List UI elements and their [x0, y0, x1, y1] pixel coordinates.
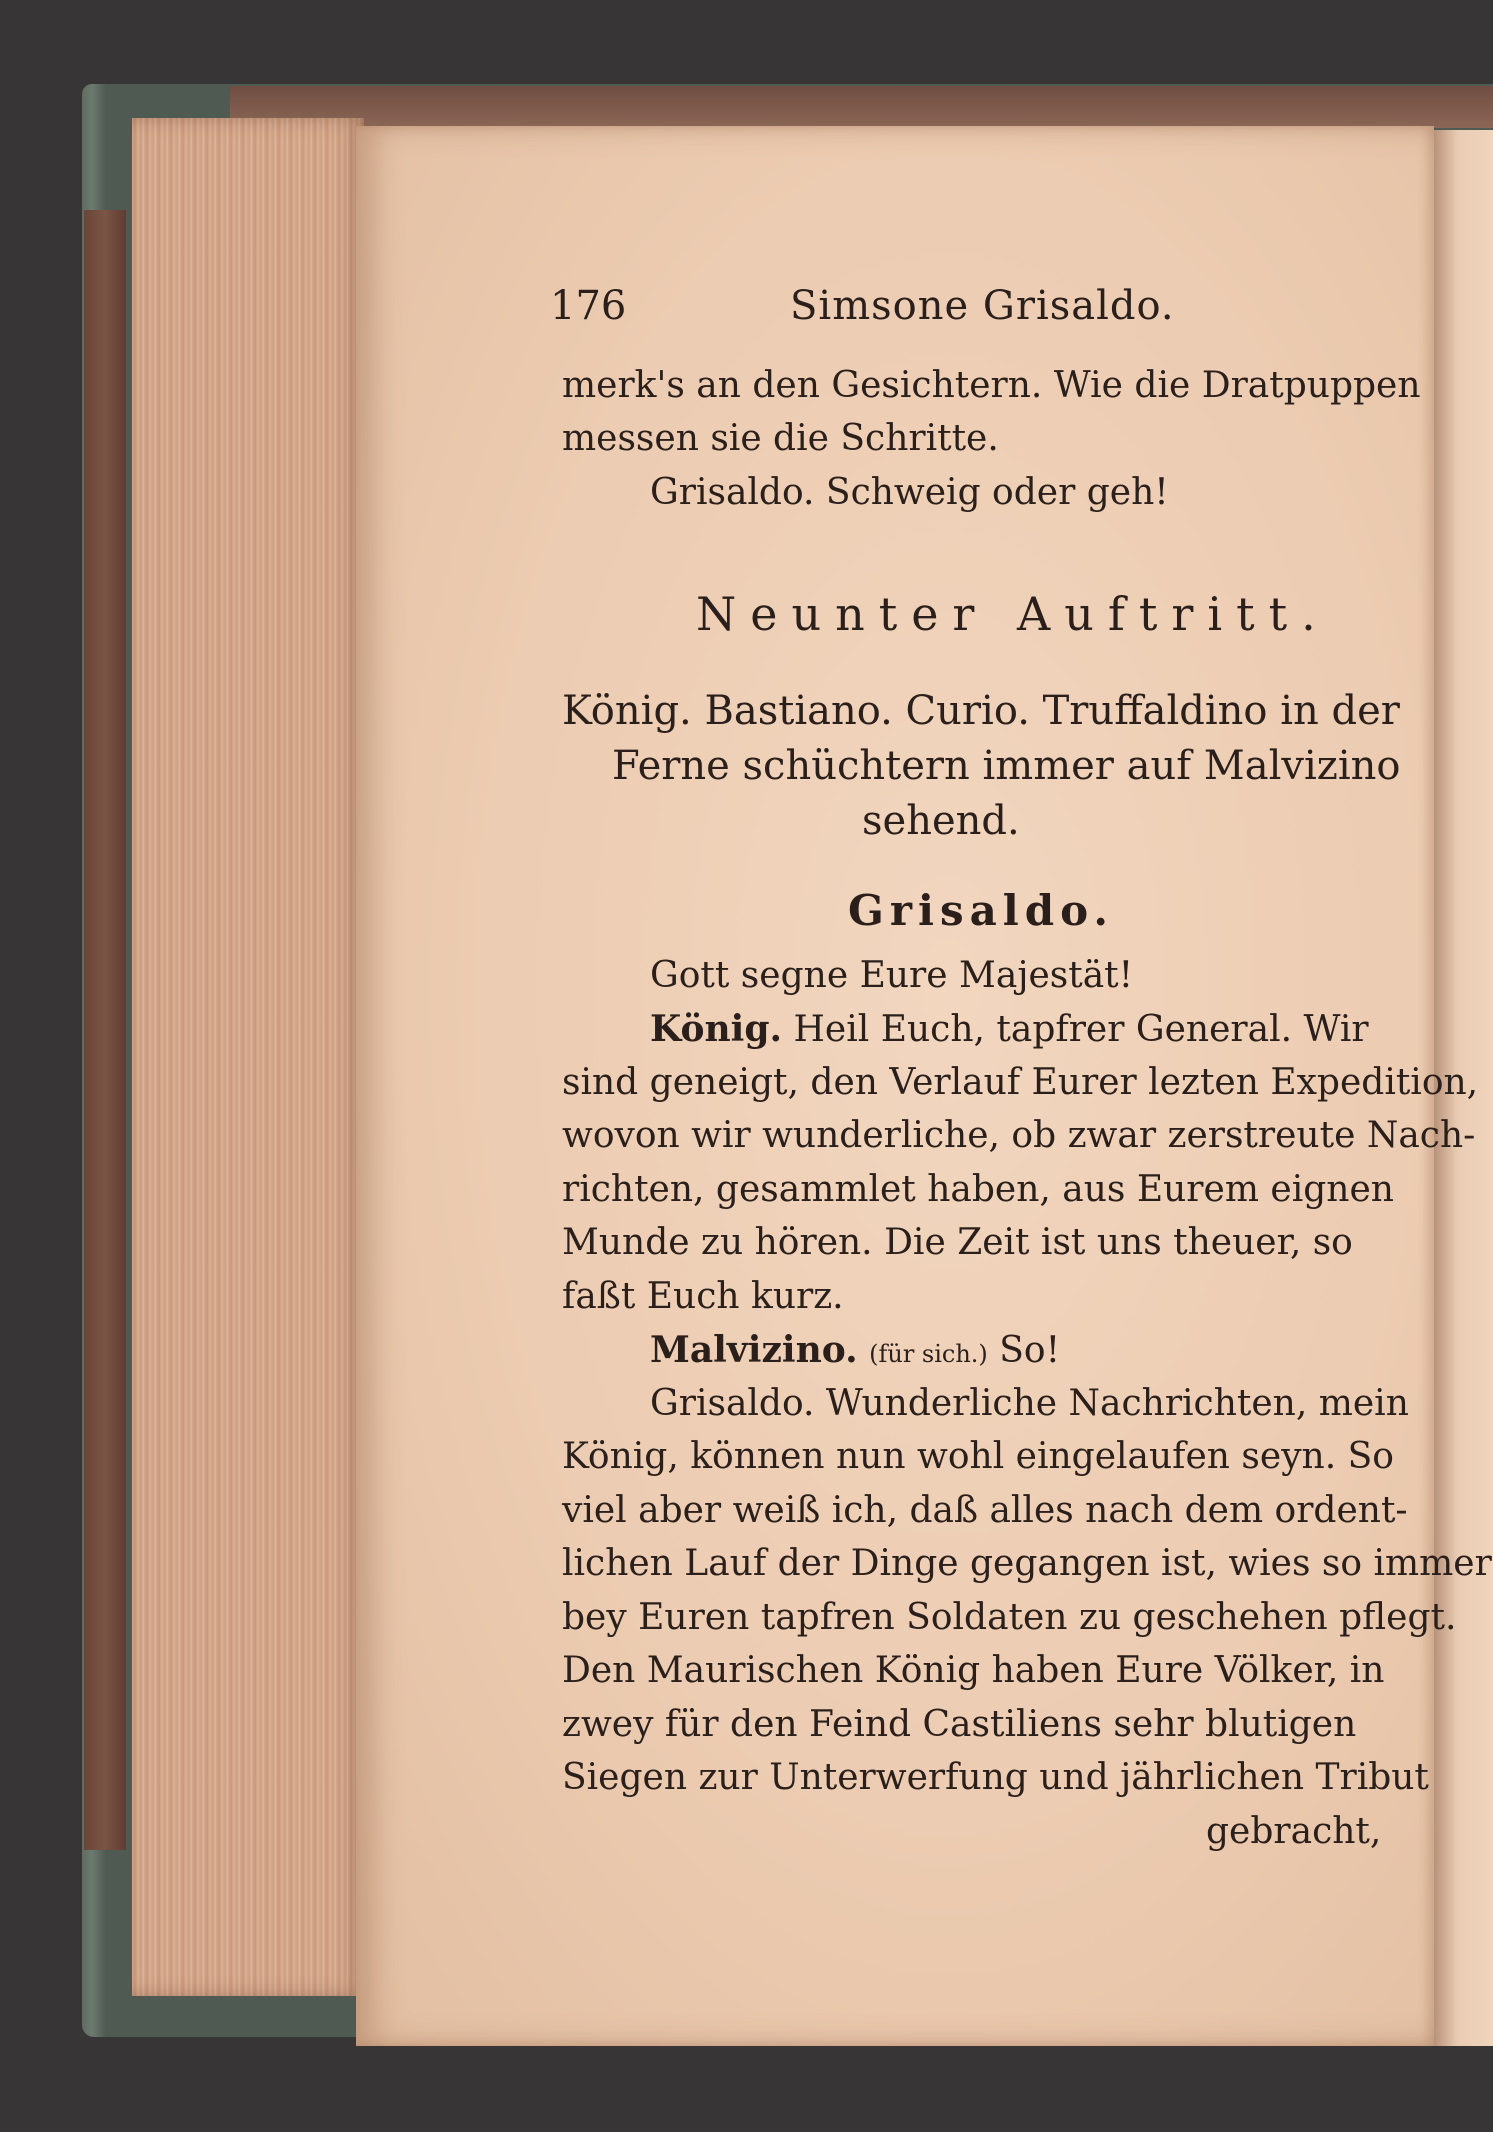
text-line [650, 1329, 1060, 1371]
text-line: Siegen zur Unterwerfung und jährlichen Tribut [562, 1757, 1429, 1798]
scene-title: Neunter Auftritt. [696, 587, 1330, 641]
text-line: sind geneigt, den Verlauf Eurer lezten Expedition, [562, 1062, 1479, 1103]
cover-band [230, 86, 1493, 128]
text-line: Den Maurischen König haben Eure Völker, in [562, 1650, 1385, 1691]
text-line: messen sie die Schritte. [562, 418, 999, 459]
catchword: gebracht, [1206, 1811, 1382, 1852]
running-title: Simsone Grisaldo. [790, 283, 1175, 329]
page-edges [132, 118, 364, 1996]
speech-text: Heil Euch, tapfrer General. Wir [793, 1009, 1369, 1050]
text-line: bey Euren tapfren Soldaten zu geschehen pflegt. [562, 1597, 1457, 1638]
page-number: 176 [550, 283, 627, 329]
speaker-name: Malvizino. [650, 1329, 858, 1371]
text-line: Gott segne Eure Majestät! [650, 955, 1134, 996]
cover-leather-spine [84, 210, 126, 1850]
stage-direction: König. Bastiano. Curio. Truffaldino in der [562, 688, 1400, 734]
speech-text: So! [999, 1330, 1061, 1371]
speaker-name: König. [650, 1008, 783, 1050]
text-line [650, 1383, 1409, 1424]
speaker-name: Grisaldo. [650, 472, 815, 513]
speech-text: Wunderliche Nachrichten, mein [825, 1383, 1409, 1424]
speaker-heading: Grisaldo. [848, 886, 1115, 935]
text-line [650, 472, 1169, 513]
text-line: merk's an den Gesichtern. Wie die Dratpuppen [562, 365, 1421, 406]
text-line: zwey für den Feind Castiliens sehr blutigen [562, 1704, 1357, 1745]
speech-text: Schweig oder geh! [825, 472, 1169, 513]
text-line: viel aber weiß ich, daß alles nach dem ordent- [562, 1490, 1408, 1531]
text-line [650, 1008, 1369, 1050]
text-line: richten, gesammlet haben, aus Eurem eignen [562, 1169, 1394, 1210]
stage-direction: Ferne schüchtern immer auf Malvizino [612, 743, 1401, 789]
text-line: wovon wir wunderliche, ob zwar zerstreute Nach- [562, 1115, 1476, 1156]
speaker-name: Grisaldo. [650, 1383, 815, 1424]
text-line: König, können nun wohl eingelaufen seyn. So [562, 1436, 1394, 1477]
text-line: lichen Lauf der Dinge gegangen ist, wies so immer [562, 1543, 1492, 1584]
text-line: Munde zu hören. Die Zeit ist uns theuer, so [562, 1222, 1353, 1263]
stage-direction: sehend. [862, 798, 1020, 844]
text-line: faßt Euch kurz. [562, 1276, 844, 1317]
aside-note: (für sich.) [869, 1340, 988, 1368]
